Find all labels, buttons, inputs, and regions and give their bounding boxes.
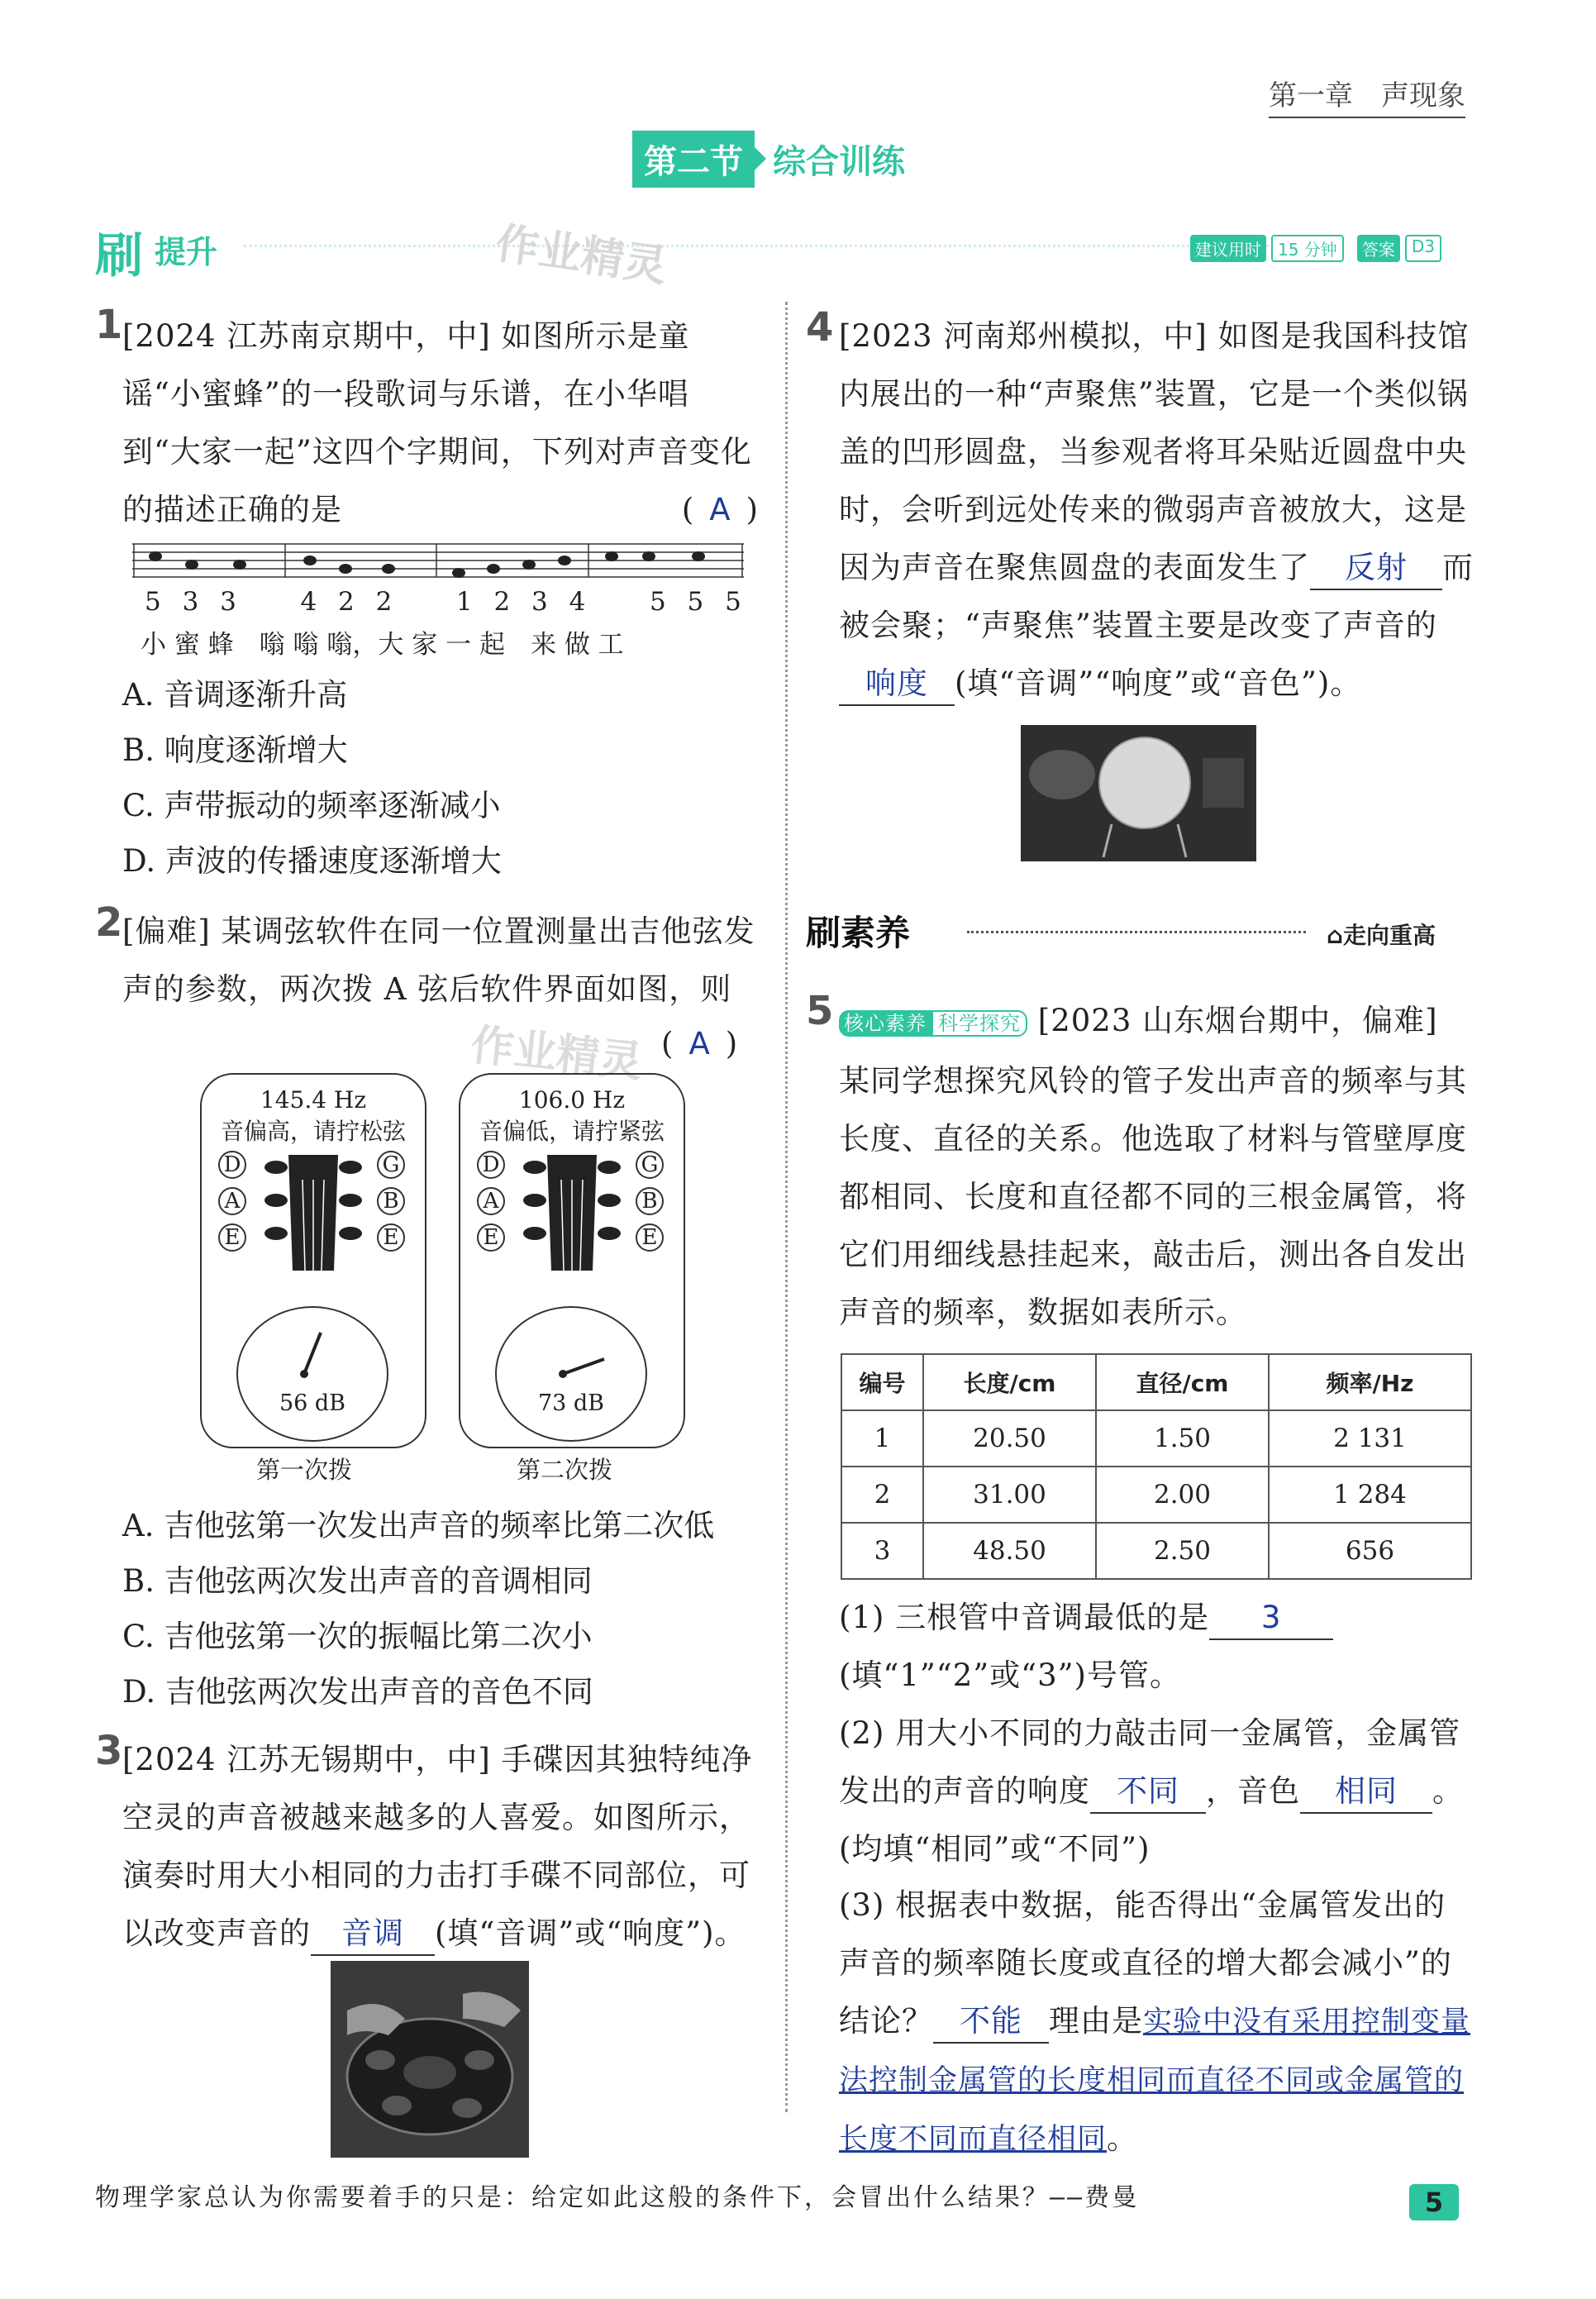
q5-sub-3 [839,1877,1475,2168]
section-title: 综合训练 [773,141,905,181]
q5-p3-tail: 。 [1107,2120,1139,2156]
cell: 48.50 [923,1523,1096,1579]
answer-page: D3 [1405,235,1441,262]
header-diameter: 直径/cm [1096,1354,1269,1410]
peg-g: G [377,1151,405,1179]
peg-b: B [377,1187,405,1215]
time-info [1190,235,1441,262]
header-id: 编号 [841,1354,923,1410]
music-staff [132,539,744,589]
dial-needle-icon [238,1308,387,1440]
table-header-row [841,1354,1471,1410]
column-divider [785,302,788,2112]
tuner2-pegs-right [636,1151,664,1252]
q5-p1-text: (1) 三根管中音调最低的是 [839,1600,1210,1635]
handpan-photo [331,1961,529,2158]
peg-a: A [218,1187,246,1215]
notes-bar-3: 1 2 3 4 [455,587,586,617]
q3-text-tail: (填“音调”或“响度”)。 [435,1915,746,1951]
header-frequency: 频率/Hz [1269,1354,1471,1410]
answer-label: 答案 [1357,235,1400,262]
q5-p3-reason: 实验中没有采用控制变量法控制金属管的长度相同而直径不同或金属管的长度不同而直径相同 [839,2006,1471,2156]
q5-stem [839,992,1475,1342]
q3-text: [2024 江苏无锡期中，中] 手碟因其独特纯净空灵的声音被越来越多的人喜爱。如图所示，演奏时用大小相同的力击打手碟不同部位，可以改变声音的 [122,1742,753,1951]
q2-option-c: C. 吉他弦第一次的振幅比第二次小 [122,1619,593,1654]
tuner1-dial [236,1306,388,1442]
peg-g: G [636,1151,664,1179]
header-length: 长度/cm [923,1354,1096,1410]
q1-option-c: C. 声带振动的频率逐渐减小 [122,788,501,823]
cell: 20.50 [923,1410,1096,1467]
suyang-bar [806,906,1475,956]
watermark: 作业精灵 [493,218,670,293]
tuner2-hint: 音偏低，请拧紧弦 [479,1118,665,1145]
q5-p3-blank: 不能 [933,2001,1049,2044]
tuner2-pegs-left [477,1151,505,1252]
q3-stem [122,1731,759,1963]
notes-bar-2: 4 2 2 [300,587,393,617]
tuner-panel-1 [200,1073,426,1448]
tuner1-caption: 第一次拨 [256,1456,353,1484]
q5-sub-2 [839,1705,1475,1878]
q5-p2-text: (2) 用大小不同的力敲击同一金属管，金属管发出的声音的响度 [839,1715,1461,1809]
suyang-right [1327,918,1436,951]
cell: 2 [841,1467,923,1523]
tuner2-dial [495,1306,647,1442]
q1-option-d: D. 声波的传播速度逐渐增大 [122,843,502,879]
peg-e2: E [636,1223,664,1252]
q1-answer: A [709,492,731,527]
peg-a: A [477,1187,505,1215]
q4-text-tail: (填“音调”“响度”或“音色”)。 [955,665,1362,701]
q2-answer-bracket: ( A ) [661,1026,739,1061]
q5-sub-1 [839,1589,1475,1705]
q1-option-b: B. 响度逐渐增大 [122,732,348,768]
q1-text: [2024 江苏南京期中，中] 如图所示是童谣“小蜜蜂”的一段歌词与乐谱，在小华唱到“大家一起”这四个字期间，下列对声音变化的描述正确的是 [122,318,752,527]
q2-option-b: B. 吉他弦两次发出声音的音调相同 [122,1563,593,1599]
cell: 3 [841,1523,923,1579]
peg-d: D [218,1151,246,1179]
q5-p2-tail: 。(均填“相同”或“不同”) [839,1773,1464,1867]
cell: 656 [1269,1523,1471,1579]
tisheng-label: 提升 [155,234,218,270]
divider [967,931,1306,933]
cell: 31.00 [923,1467,1096,1523]
q4-blank-2: 响度 [839,663,955,706]
q4-blank-1: 反射 [1310,547,1442,590]
q5-text: [2023 山东烟台期中，偏难] 某同学想探究风铃的管子发出声音的频率与其长度、直径的关系。他选取了材料与管壁厚度都相同、长度和直径都不同的三根金属管，将它们用细线悬挂起来，敲击后，测出各自发出声音的频率，数据如表所示。 [839,1003,1467,1330]
q3-blank: 音调 [311,1913,435,1956]
chapter-header: 第一章 声现象 [1269,73,1465,118]
dial-needle-icon [497,1308,646,1440]
q5-tag-2: 科学探究 [931,1010,1027,1037]
q1-lyrics: 小 蜜 蜂 嗡 嗡 嗡，大 家 一 起 来 做 工 [141,630,624,660]
handpan-icon [331,1961,529,2158]
tuner-panel-2 [459,1073,685,1448]
q2-option-d: D. 吉他弦两次发出声音的音色不同 [122,1674,593,1710]
section-label: 第二节 [632,131,755,188]
q1-number: 1 [95,302,123,348]
q5-table [841,1353,1472,1580]
q2-options [122,1498,714,1719]
section-banner [632,131,905,187]
q3-number: 3 [95,1728,123,1774]
q5-p1-blank: 3 [1209,1597,1333,1640]
tuner2-db: 73 dB [537,1390,605,1416]
cell: 1.50 [1096,1410,1269,1467]
q5-p3-text: (3) 根据表中数据，能否得出“金属管发出的声音的频率随长度或直径的增大都会减小”的结论？ [839,1887,1452,2039]
q5-p2-blank-1: 不同 [1090,1771,1206,1814]
q5-tag-1: 核心素养 [839,1010,931,1037]
peg-e: E [218,1223,246,1252]
q4-text-mid: 而被会聚；“声聚焦”装置主要是改变了声音的 [839,550,1474,643]
notes-bar-4: 5 5 5 [649,587,741,617]
q2-answer: A [688,1026,711,1061]
tuner1-pegs-right [377,1151,405,1252]
q5-p2-blank-2: 相同 [1300,1771,1432,1814]
peg-e2: E [377,1223,405,1252]
q5-p3-mid: 理由是 [1049,2003,1143,2039]
tuner2-caption: 第二次拨 [517,1456,613,1484]
cell: 2 131 [1269,1410,1471,1467]
banner-arrow-icon [755,147,766,170]
suyang-label: 刷素养 [806,913,911,953]
notes-bar-1: 5 3 3 [145,587,236,617]
q2-number: 2 [95,899,123,946]
time-label: 建议用时 [1190,235,1266,262]
peg-b: B [636,1187,664,1215]
q4-text: [2023 河南郑州模拟，中] 如图是我国科技馆内展出的一种“声聚焦”装置，它是一个类似锅盖的凹形圆盘，当参观者将耳朵贴近圆盘中央时，会听到远处传来的微弱声音被放大，这是因为声音在聚焦圆盘的表面发生了 [839,318,1470,585]
cell: 1 284 [1269,1467,1471,1523]
table-row [841,1523,1471,1579]
footer-quote: 物理学家总认为你需要着手的只是：给定如此这般的条件下，会冒出什么结果？——费曼 [95,2183,1140,2212]
q1-notes [145,587,741,617]
table-row [841,1410,1471,1467]
suyang-right-text: 走向重高 [1343,922,1436,949]
cell: 2.00 [1096,1467,1269,1523]
q2-text: [偏难] 某调弦软件在同一位置测量出吉他弦发声的参数，两次拨 A 弦后软件界面如图，则 [122,913,755,1007]
tuner1-db: 56 dB [279,1390,346,1416]
tuner1-freq: 145.4 Hz [260,1086,367,1114]
q1-option-a: A. 音调逐渐升高 [122,677,348,713]
q5-number: 5 [806,988,834,1034]
q1-stem: [2024 江苏南京期中，中] 如图所示是童谣“小蜜蜂”的一段歌词与乐谱，在小华唱到“大家一起”这四个字期间，下列对声音变化的描述正确的是 ( A ) [122,318,759,527]
dish-icon [1021,725,1256,861]
cell: 2.50 [1096,1523,1269,1579]
q5-p2-mid: ，音色 [1206,1773,1300,1809]
q4-stem [839,308,1475,713]
divider [244,245,1269,247]
tuner1-pegs-left [218,1151,246,1252]
peg-d: D [477,1151,505,1179]
table-row [841,1467,1471,1523]
q2-watermark: 作业精灵 [468,1020,646,1088]
tuner1-hint: 音偏高，请拧松弦 [220,1118,406,1145]
peg-e: E [477,1223,505,1252]
brand-shua: 刷 [95,227,144,284]
q2-option-a: A. 吉他弦第一次发出声音的频率比第二次低 [122,1508,715,1543]
q5-p1-tail: (填“1”“2”或“3”)号管。 [839,1657,1181,1693]
tisheng-bar [95,217,1471,293]
q1-options [122,667,502,889]
q4-number: 4 [806,304,834,351]
time-value: 15 分钟 [1271,235,1344,262]
tuner2-freq: 106.0 Hz [518,1086,626,1114]
page-number: 5 [1409,2184,1459,2220]
cell: 1 [841,1410,923,1467]
sound-focus-photo [1021,725,1256,861]
school-icon: ⌂ [1327,922,1344,949]
